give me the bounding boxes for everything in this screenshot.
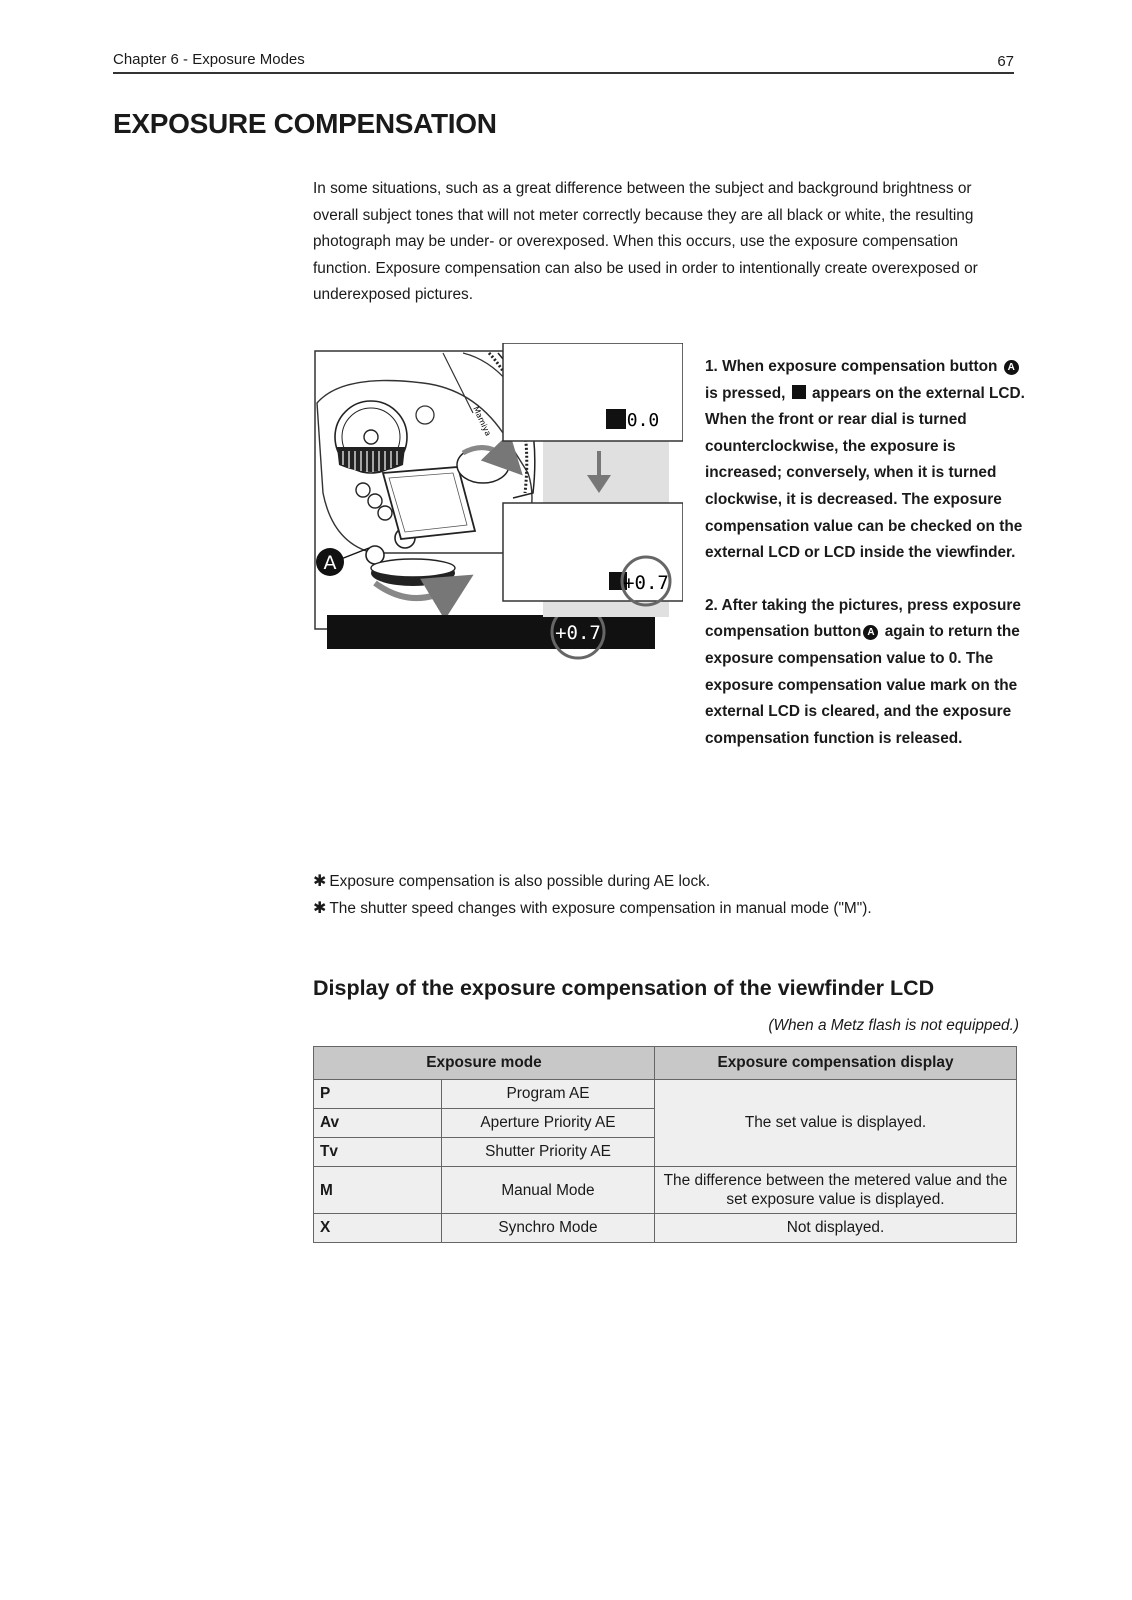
- step-1-part-b: is pressed,: [705, 384, 790, 402]
- callout-a-icon: [316, 548, 344, 576]
- notes-list: [313, 869, 1033, 922]
- step-1-part-a: 1. When exposure compensation button: [705, 358, 1002, 375]
- step-1: [705, 354, 1035, 567]
- step-2: [705, 593, 1035, 753]
- note-text: The shutter speed changes with exposure compensation in manual mode ("M").: [329, 899, 872, 917]
- page-header: [113, 50, 1014, 74]
- mode-code: Av: [314, 1109, 442, 1138]
- table-row: [314, 1214, 1017, 1243]
- mode-code: P: [314, 1080, 442, 1109]
- viewfinder-value: +0.7: [555, 622, 601, 644]
- mode-dial-icon: [335, 401, 407, 473]
- exposure-mark-icon: [792, 385, 806, 399]
- camera-diagram: [313, 343, 683, 663]
- step-1-part-c: appears on the external LCD. When the front or rear dial is turned counterclockwise, the exposure is increased; conversely, when it is turned clockwise, it is decreased. The exposure compensation value can be checked on the external LCD or LCD inside the viewfinder.: [705, 384, 1025, 562]
- mode-code: X: [314, 1214, 442, 1243]
- callout-letter: A: [323, 552, 337, 574]
- mode-name: Shutter Priority AE: [442, 1138, 655, 1167]
- chapter-title: Chapter 6 - Exposure Modes: [113, 51, 305, 68]
- note-item: [313, 869, 1033, 896]
- asterisk-icon: ✱: [313, 899, 327, 917]
- display-cell: The set value is displayed.: [655, 1080, 1017, 1167]
- exposure-compensation-icon: [606, 409, 626, 429]
- exposure-mode-table: [313, 1046, 1017, 1243]
- note-item: [313, 896, 1033, 923]
- page-number: 67: [997, 53, 1014, 70]
- step-2-part-b: again to return the exposure compensation value to 0. The exposure compensation value mark on the external LCD is cleared, and the exposure compensation function is released.: [705, 623, 1020, 747]
- display-cell: Not displayed.: [655, 1214, 1017, 1243]
- lcd-top-value: 0.0: [626, 410, 660, 431]
- mode-name: Program AE: [442, 1080, 655, 1109]
- display-cell: The difference between the metered value and the set exposure value is displayed.: [655, 1167, 1017, 1214]
- mode-name: Manual Mode: [442, 1167, 655, 1214]
- asterisk-icon: ✱: [313, 873, 327, 890]
- mode-code: Tv: [314, 1138, 442, 1167]
- table-header-row: [314, 1047, 1017, 1080]
- table-row: [314, 1167, 1017, 1214]
- lcd-bottom-value: +0.7: [623, 572, 669, 594]
- mode-code: M: [314, 1167, 442, 1214]
- table-row: [314, 1080, 1017, 1109]
- camera-illustration: [313, 343, 683, 663]
- intro-paragraph: In some situations, such as a great difference between the subject and background brightness or overall subject tones that will not meter correctly because they are all black or white, the resulting photograph may be under- or overexposed. When this occurs, use the exposure compensation function. Exposure compensation can also be used in order to intentionally create overexposed or underexposed pictures.: [313, 180, 978, 303]
- button-a-icon-2: A: [863, 625, 878, 640]
- mode-name: Aperture Priority AE: [442, 1109, 655, 1138]
- note-text: Exposure compensation is also possible during AE lock.: [329, 873, 711, 890]
- brand-label: Mamiya: [471, 405, 493, 438]
- table-caption: (When a Metz flash is not equipped.): [768, 1017, 1019, 1034]
- mode-name: Synchro Mode: [442, 1214, 655, 1243]
- button-a-icon: A: [1004, 360, 1019, 375]
- step-2-part-a: 2. After taking the pictures, press exposure compensation button: [705, 596, 1021, 641]
- section-title: EXPOSURE COMPENSATION: [113, 108, 497, 139]
- column-header-display: Exposure compensation display: [655, 1047, 1017, 1080]
- subsection-title: Display of the exposure compensation of the viewfinder LCD: [313, 976, 935, 1000]
- instruction-steps: [705, 354, 1035, 778]
- column-header-mode: Exposure mode: [314, 1047, 655, 1080]
